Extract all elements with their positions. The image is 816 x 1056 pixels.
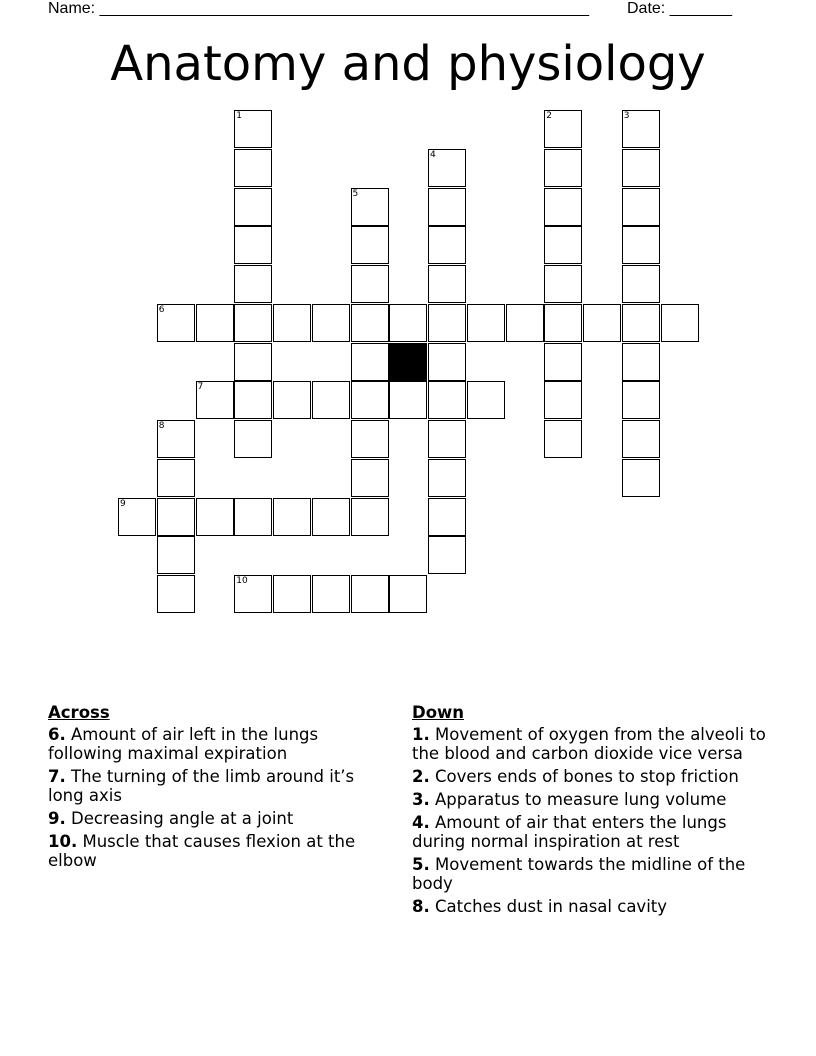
grid-cell[interactable] [428, 459, 466, 497]
grid-cell[interactable] [428, 381, 466, 419]
grid-cell[interactable] [312, 381, 350, 419]
clue-text: Muscle that causes flexion at the elbow [48, 832, 356, 870]
grid-cell[interactable] [234, 304, 272, 342]
clue-number: 8. [412, 897, 430, 916]
blocked-cell [389, 343, 427, 381]
grid-cell[interactable] [544, 149, 582, 187]
grid-cell[interactable] [389, 575, 427, 613]
grid-cell[interactable] [622, 265, 660, 303]
clue-number: 9. [48, 809, 66, 828]
clue-number-label: 5 [352, 188, 359, 199]
clue-number: 2. [412, 767, 430, 786]
name-field[interactable]: Name: _______________________________________________________ [48, 0, 589, 17]
grid-cell[interactable] [428, 265, 466, 303]
grid-cell[interactable] [351, 304, 389, 342]
clue-text: Movement towards the midline of the body [412, 855, 746, 893]
grid-cell[interactable] [661, 304, 699, 342]
grid-cell[interactable] [622, 459, 660, 497]
grid-cell[interactable] [544, 226, 582, 264]
grid-cell[interactable] [234, 226, 272, 264]
grid-cell[interactable] [196, 381, 234, 419]
grid-cell[interactable] [312, 498, 350, 536]
grid-cell[interactable] [622, 381, 660, 419]
clue-down-3 [412, 790, 772, 809]
grid-cell[interactable] [351, 459, 389, 497]
grid-cell[interactable] [467, 381, 505, 419]
clue-across-7 [48, 767, 393, 805]
grid-cell[interactable] [234, 188, 272, 226]
clue-number: 7. [48, 767, 66, 786]
grid-cell[interactable] [506, 304, 544, 342]
grid-cell[interactable] [234, 575, 272, 613]
clue-number-label: 3 [623, 111, 630, 121]
grid-cell[interactable] [273, 498, 311, 536]
grid-cell[interactable] [351, 265, 389, 303]
grid-cell[interactable] [544, 188, 582, 226]
grid-cell[interactable] [428, 304, 466, 342]
clue-number-label: 9 [120, 498, 126, 509]
down-heading: Down [412, 703, 465, 722]
grid-cell[interactable] [234, 265, 272, 303]
grid-cell[interactable] [428, 188, 466, 226]
grid-cell[interactable] [389, 304, 427, 342]
grid-cell[interactable] [544, 265, 582, 303]
grid-cell[interactable] [351, 343, 389, 381]
grid-cell[interactable] [544, 420, 582, 458]
grid-cell[interactable] [157, 304, 195, 342]
clue-across-6 [48, 725, 393, 763]
grid-cell[interactable] [118, 498, 156, 536]
clue-down-8 [412, 897, 772, 916]
grid-cell[interactable] [622, 420, 660, 458]
clue-down-1 [412, 725, 772, 763]
grid-cell[interactable] [428, 536, 466, 574]
clue-number-label: 4 [430, 149, 436, 160]
grid-cell[interactable] [273, 304, 311, 342]
grid-cell[interactable] [234, 381, 272, 419]
grid-cell[interactable] [157, 498, 195, 536]
grid-cell[interactable] [428, 420, 466, 458]
grid-cell[interactable] [351, 188, 389, 226]
grid-cell[interactable] [428, 498, 466, 536]
clue-text: Movement of oxygen from the alveoli to the blood and carbon dioxide vice versa [412, 725, 766, 763]
clue-across-10 [48, 832, 393, 870]
grid-cell[interactable] [428, 343, 466, 381]
grid-cell[interactable] [234, 149, 272, 187]
across-clues [48, 703, 393, 874]
grid-cell[interactable] [351, 226, 389, 264]
down-clues [412, 703, 772, 920]
grid-cell[interactable] [544, 304, 582, 342]
grid-cell[interactable] [544, 110, 582, 148]
clue-down-2 [412, 767, 772, 786]
grid-cell[interactable] [234, 498, 272, 536]
clue-text: Amount of air that enters the lungs during normal inspiration at rest [412, 813, 727, 851]
grid-cell[interactable] [428, 149, 466, 187]
grid-cell[interactable] [389, 381, 427, 419]
date-field[interactable]: Date: _______ [627, 0, 732, 17]
clue-number: 6. [48, 725, 66, 744]
clue-text: Apparatus to measure lung volume [429, 790, 727, 809]
grid-cell[interactable] [234, 420, 272, 458]
clue-across-9 [48, 809, 393, 828]
grid-cell[interactable] [157, 420, 195, 458]
grid-cell[interactable] [157, 575, 195, 613]
grid-cell[interactable] [544, 381, 582, 419]
clue-number-label: 10 [236, 576, 248, 586]
grid-cell[interactable] [351, 575, 389, 613]
grid-cell[interactable] [622, 149, 660, 187]
grid-cell[interactable] [622, 304, 660, 342]
grid-cell[interactable] [234, 343, 272, 381]
clue-number-label: 7 [197, 382, 204, 393]
clue-text: Decreasing angle at a joint [65, 809, 294, 828]
grid-cell[interactable] [273, 575, 311, 613]
clue-text: Catches dust in nasal cavity [429, 897, 668, 916]
across-heading: Across [48, 703, 110, 722]
grid-cell[interactable] [583, 304, 621, 342]
grid-cell[interactable] [312, 304, 350, 342]
grid-cell[interactable] [273, 381, 311, 419]
grid-cell[interactable] [622, 188, 660, 226]
grid-cell[interactable] [351, 381, 389, 419]
grid-cell[interactable] [622, 343, 660, 381]
clue-text: Amount of air left in the lungs following maximal expiration [48, 725, 319, 763]
clue-number: 4. [412, 813, 430, 832]
clue-number-label: 6 [158, 304, 165, 315]
clue-number: 5. [412, 855, 430, 874]
grid-cell[interactable] [234, 110, 272, 148]
grid-cell[interactable] [157, 536, 195, 574]
grid-cell[interactable] [467, 304, 505, 342]
clue-number-label: 8 [158, 421, 165, 431]
clue-number-label: 1 [236, 111, 242, 121]
page-title: Anatomy and physiology [110, 36, 706, 92]
clue-text: Covers ends of bones to stop friction [429, 767, 739, 786]
grid-cell[interactable] [351, 420, 389, 458]
grid-cell[interactable] [622, 110, 660, 148]
grid-cell[interactable] [544, 343, 582, 381]
clue-text: The turning of the limb around it’s long axis [48, 767, 355, 805]
clue-down-5 [412, 855, 772, 893]
clue-down-4 [412, 813, 772, 851]
grid-cell[interactable] [157, 459, 195, 497]
grid-cell[interactable] [351, 498, 389, 536]
grid-cell[interactable] [622, 226, 660, 264]
grid-cell[interactable] [196, 304, 234, 342]
clue-number: 3. [412, 790, 430, 809]
clue-number: 1. [412, 725, 430, 744]
clue-number-label: 2 [546, 111, 552, 121]
grid-cell[interactable] [312, 575, 350, 613]
grid-cell[interactable] [428, 226, 466, 264]
clue-number: 10. [48, 832, 78, 851]
grid-cell[interactable] [196, 498, 234, 536]
